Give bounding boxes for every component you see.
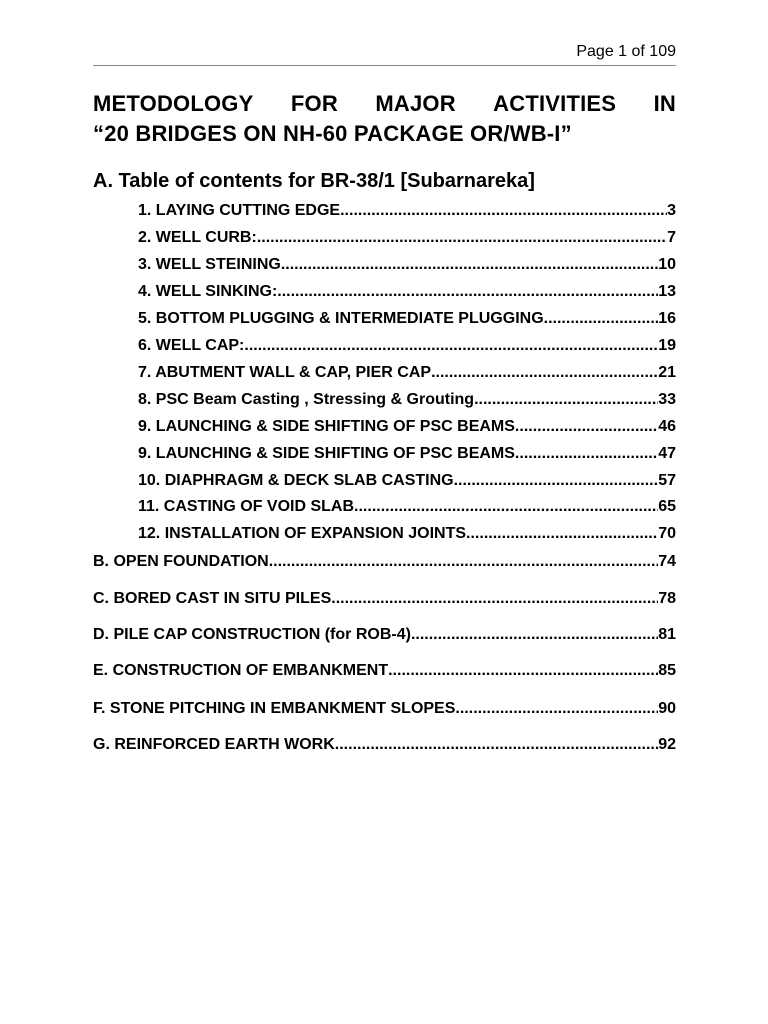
toc-subentry[interactable] xyxy=(138,445,676,463)
title-line-2: “20 BRIDGES ON NH-60 PACKAGE OR/WB-I” xyxy=(93,121,572,146)
toc-entry-label: 6. WELL CAP: xyxy=(138,337,245,354)
toc-subentry[interactable] xyxy=(138,525,676,543)
title-line-1 xyxy=(93,89,676,119)
toc-entry-label: 4. WELL SINKING: xyxy=(138,283,278,300)
toc-entry-page-number: 33 xyxy=(658,391,676,408)
toc-entry-label: 10. DIAPHRAGM & DECK SLAB CASTING xyxy=(138,472,454,489)
toc-dot-leader xyxy=(454,472,659,490)
toc-entry-page-number: 65 xyxy=(658,498,676,515)
toc-entry-label: 1. LAYING CUTTING EDGE xyxy=(138,202,341,219)
toc-entry-page-number: 19 xyxy=(658,337,676,354)
title-word: ACTIVITIES xyxy=(493,91,617,116)
toc-dot-leader xyxy=(431,364,658,382)
toc-entry-label: D. PILE CAP CONSTRUCTION (for ROB-4) xyxy=(93,626,411,643)
toc-entry-page-number: 7 xyxy=(667,229,676,246)
toc-entry-page-number: 81 xyxy=(658,626,676,643)
toc-dot-leader xyxy=(455,700,658,718)
toc-dot-leader xyxy=(340,202,667,220)
toc-entry-page-number: 3 xyxy=(667,202,676,219)
toc-entry-label: E. CONSTRUCTION OF EMBANKMENT xyxy=(93,662,389,679)
toc-dot-leader xyxy=(277,283,658,301)
toc-subentry[interactable] xyxy=(138,229,676,247)
toc-entry-label: 5. BOTTOM PLUGGING & INTERMEDIATE PLUGGING xyxy=(138,310,544,327)
toc-section-entry[interactable] xyxy=(93,626,676,644)
toc-dot-leader xyxy=(411,626,658,644)
toc-entry-page-number: 85 xyxy=(658,662,676,679)
toc-subentry[interactable] xyxy=(138,337,676,355)
toc-entry-label: 3. WELL STEINING xyxy=(138,256,281,273)
toc-section-entry[interactable] xyxy=(93,553,676,571)
toc-subentry[interactable] xyxy=(138,498,676,516)
title-word: METODOLOGY xyxy=(93,91,254,116)
title-word: IN xyxy=(653,91,676,116)
toc-entry-page-number: 21 xyxy=(658,364,676,381)
toc-entry-page-number: 46 xyxy=(658,418,676,435)
document-title xyxy=(93,89,676,149)
toc-dot-leader xyxy=(515,445,658,463)
toc-entry-page-number: 78 xyxy=(658,590,676,607)
toc-subentry[interactable] xyxy=(138,310,676,328)
section-a-heading: A. Table of contents for BR-38/1 [Subarnareka] xyxy=(93,170,535,192)
toc-entry-page-number: 10 xyxy=(658,256,676,273)
toc-subentry[interactable] xyxy=(138,256,676,274)
toc-entry-page-number: 92 xyxy=(658,736,676,753)
toc-dot-leader xyxy=(331,590,658,608)
toc-entry-page-number: 70 xyxy=(658,525,676,542)
toc-dot-leader xyxy=(281,256,658,274)
toc-subentry[interactable] xyxy=(138,202,676,220)
toc-dot-leader xyxy=(544,310,659,328)
title-word: MAJOR xyxy=(375,91,456,116)
toc-entry-label: 8. PSC Beam Casting , Stressing & Grouting xyxy=(138,391,475,408)
toc-entry-label: C. BORED CAST IN SITU PILES xyxy=(93,590,332,607)
toc-subentry[interactable] xyxy=(138,364,676,382)
toc-dot-leader xyxy=(257,229,667,247)
toc-entry-page-number: 16 xyxy=(658,310,676,327)
toc-subentry[interactable] xyxy=(138,472,676,490)
header-rule xyxy=(93,65,676,66)
toc-entry-page-number: 57 xyxy=(658,472,676,489)
page-number-header: Page 1 of 109 xyxy=(576,43,676,60)
toc-dot-leader xyxy=(388,662,658,680)
toc-entry-label: 2. WELL CURB: xyxy=(138,229,257,246)
title-word: FOR xyxy=(290,91,338,116)
toc-entry-page-number: 74 xyxy=(658,553,676,570)
toc-entry-label: 9. LAUNCHING & SIDE SHIFTING OF PSC BEAMS xyxy=(138,445,515,462)
toc-entry-page-number: 90 xyxy=(658,700,676,717)
toc-section-entry[interactable] xyxy=(93,590,676,608)
toc-dot-leader xyxy=(515,418,658,436)
toc-dot-leader xyxy=(269,553,659,571)
toc-entry-label: 12. INSTALLATION OF EXPANSION JOINTS xyxy=(138,525,467,542)
toc-section-entry[interactable] xyxy=(93,736,676,754)
toc-entry-label: G. REINFORCED EARTH WORK xyxy=(93,736,335,753)
toc-subentry[interactable] xyxy=(138,283,676,301)
toc-dot-leader xyxy=(474,391,658,409)
toc-dot-leader xyxy=(354,498,658,516)
toc-dot-leader xyxy=(244,337,658,355)
toc-entry-label: F. STONE PITCHING IN EMBANKMENT SLOPES xyxy=(93,700,456,717)
toc-dot-leader xyxy=(335,736,658,754)
toc-entry-page-number: 47 xyxy=(658,445,676,462)
toc-section-entry[interactable] xyxy=(93,662,676,680)
toc-section-entry[interactable] xyxy=(93,700,676,718)
toc-subentry[interactable] xyxy=(138,418,676,436)
toc-entry-label: 9. LAUNCHING & SIDE SHIFTING OF PSC BEAMS xyxy=(138,418,515,435)
toc-subentry[interactable] xyxy=(138,391,676,409)
toc-entry-label: 11. CASTING OF VOID SLAB xyxy=(138,498,355,515)
toc-entry-label: 7. ABUTMENT WALL & CAP, PIER CAP xyxy=(138,364,432,381)
toc-entry-page-number: 13 xyxy=(658,283,676,300)
toc-entry-label: B. OPEN FOUNDATION xyxy=(93,553,269,570)
toc-dot-leader xyxy=(466,525,658,543)
